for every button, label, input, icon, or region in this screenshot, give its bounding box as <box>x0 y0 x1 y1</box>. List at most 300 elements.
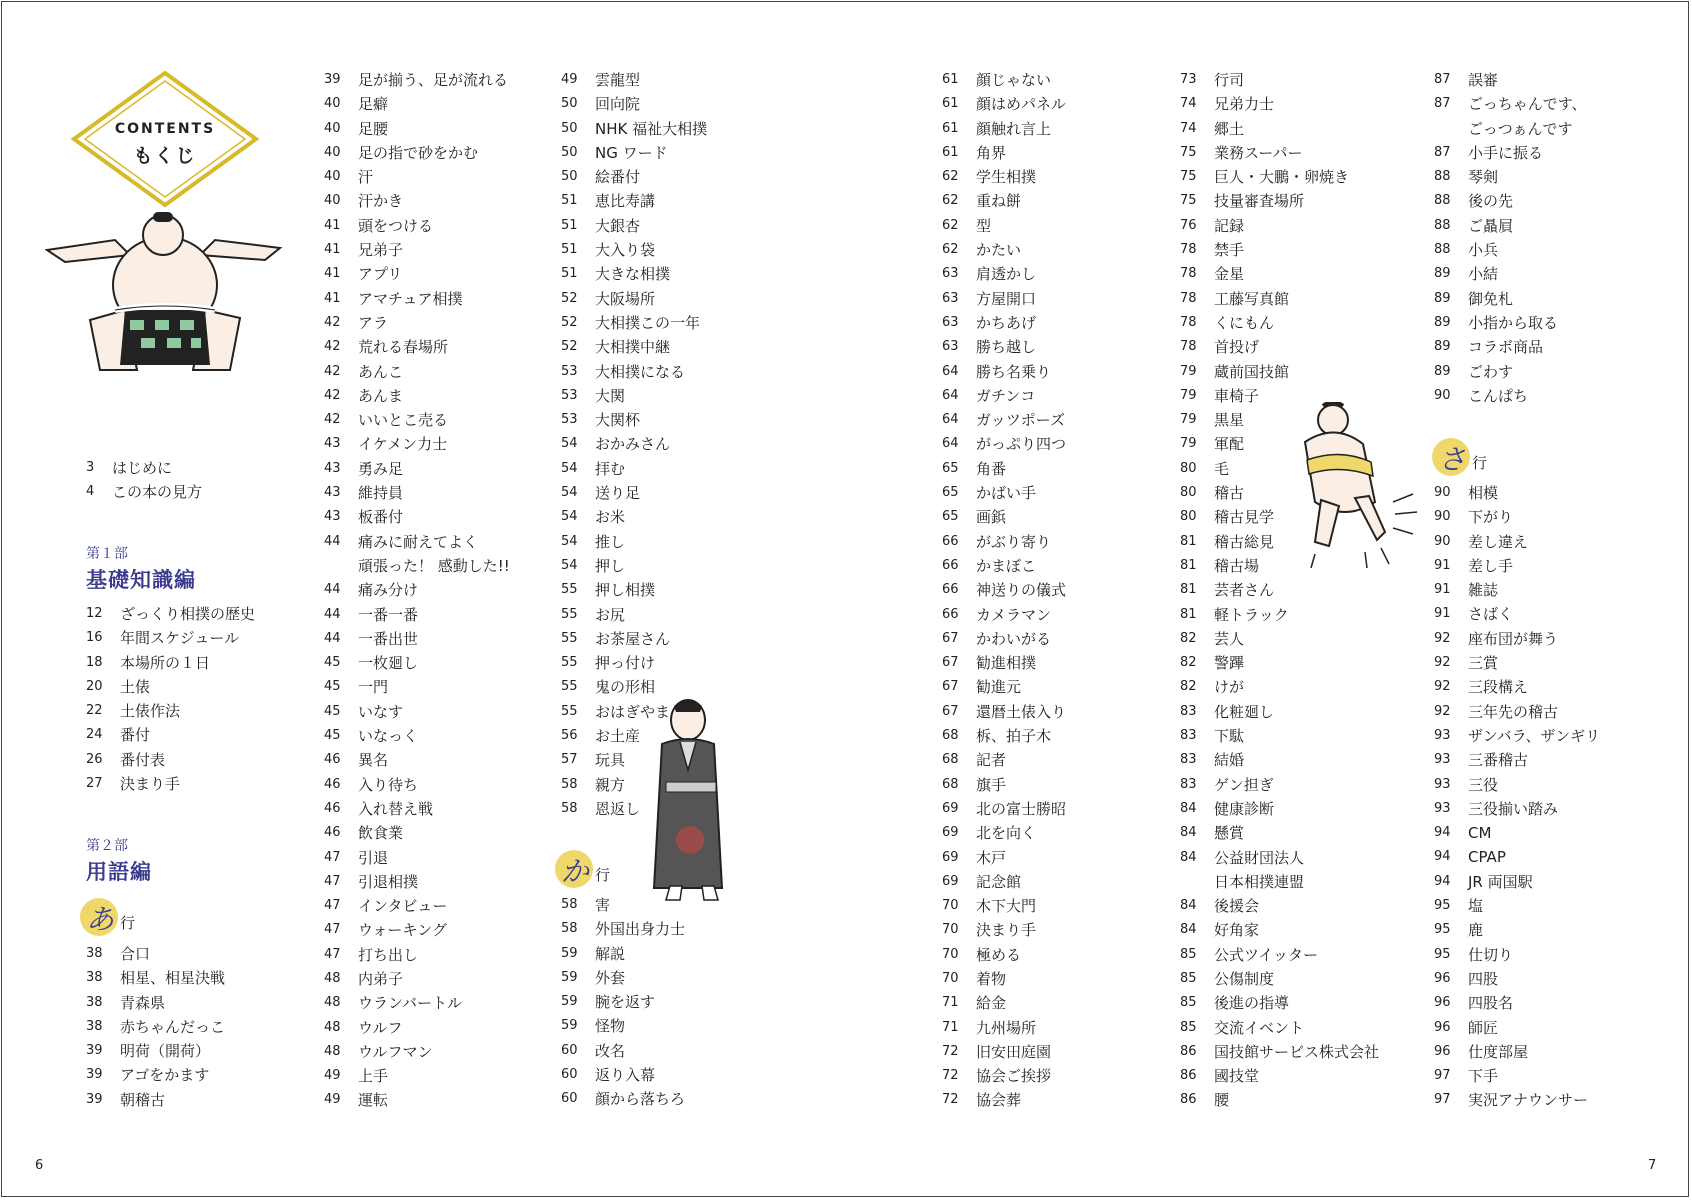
term: 画鋲 <box>976 508 1007 527</box>
toc-entry[interactable] <box>942 627 1066 651</box>
page-number: 95 <box>1434 922 1451 938</box>
toc-entry[interactable] <box>1180 1040 1379 1064</box>
term: 琴剣 <box>1468 168 1499 187</box>
toc-entry[interactable] <box>1180 311 1379 335</box>
toc-entry[interactable]: 20 土俵 <box>86 677 151 696</box>
toc-entry[interactable] <box>86 942 225 966</box>
toc-entry[interactable] <box>561 530 707 554</box>
toc-entry[interactable] <box>1434 141 1587 165</box>
term: 警蹕 <box>1214 654 1245 673</box>
toc-entry[interactable] <box>1180 117 1379 141</box>
term: 絵番付 <box>595 168 641 187</box>
page-number: 66 <box>942 533 959 549</box>
toc-entry[interactable] <box>1180 797 1379 821</box>
toc-entry[interactable] <box>1434 797 1600 821</box>
toc-entry[interactable] <box>324 360 510 384</box>
toc-entry[interactable] <box>561 1014 685 1038</box>
toc-entry[interactable] <box>324 603 510 627</box>
toc-entry[interactable] <box>1180 918 1379 942</box>
toc-entry[interactable] <box>1434 530 1600 554</box>
toc-entry[interactable] <box>1180 846 1379 895</box>
toc-entry[interactable] <box>561 384 707 408</box>
toc-entry[interactable] <box>1180 700 1379 724</box>
toc-entry[interactable] <box>1180 214 1379 238</box>
page-number: 47 <box>324 922 341 938</box>
term: あんま <box>358 386 404 405</box>
toc-entry[interactable] <box>324 214 510 238</box>
toc-entry[interactable] <box>1180 748 1379 772</box>
toc-entry[interactable] <box>324 748 510 772</box>
toc-entry[interactable] <box>1434 189 1587 213</box>
toc-entry[interactable] <box>561 603 707 627</box>
toc-entry[interactable] <box>1434 554 1600 578</box>
toc-entry[interactable] <box>561 578 707 602</box>
toc-entry[interactable] <box>942 360 1066 384</box>
toc-entry[interactable] <box>1434 627 1600 651</box>
toc-entry[interactable] <box>1434 821 1600 845</box>
toc-entry[interactable]: 24 番付 <box>86 726 151 745</box>
toc-entry[interactable] <box>561 311 707 335</box>
toc-entry[interactable] <box>1434 1064 1600 1088</box>
toc-column-a-gyo <box>86 942 225 1112</box>
toc-entry[interactable] <box>1180 578 1379 602</box>
toc-entry[interactable] <box>1434 481 1600 505</box>
toc-entry[interactable] <box>1180 627 1379 651</box>
toc-entry[interactable] <box>1434 1040 1600 1064</box>
term: 入り待ち <box>358 775 419 794</box>
toc-entry[interactable] <box>1434 602 1600 626</box>
term: 懸賞 <box>1214 824 1245 843</box>
page-number: 44 <box>324 582 341 598</box>
page-number: 45 <box>324 679 341 695</box>
page-number: 78 <box>1180 242 1197 258</box>
toc-entry[interactable] <box>561 554 707 578</box>
toc-entry[interactable] <box>324 408 510 432</box>
toc-entry[interactable]: 16 年間スケジュール <box>86 629 240 648</box>
toc-entry[interactable] <box>324 991 510 1015</box>
toc-entry[interactable] <box>1434 165 1587 189</box>
page-number: 91 <box>1434 557 1451 573</box>
page-number: 48 <box>324 970 341 986</box>
page-number: 58 <box>561 776 578 792</box>
page-number: 52 <box>561 314 578 330</box>
toc-entry[interactable] <box>324 68 510 92</box>
toc-entry[interactable] <box>1434 360 1587 384</box>
term: がぶり寄り <box>976 532 1052 551</box>
toc-entry[interactable] <box>1180 1016 1379 1040</box>
toc-entry[interactable] <box>1180 360 1379 384</box>
toc-entry[interactable] <box>1180 189 1379 213</box>
toc-entry[interactable] <box>1434 505 1600 529</box>
page-number: 68 <box>942 776 959 792</box>
toc-entry[interactable] <box>942 675 1066 699</box>
page-number: 41 <box>324 266 341 282</box>
toc-entry[interactable] <box>942 384 1066 408</box>
term: NG ワード <box>595 143 668 162</box>
kimono-figure-illustration <box>640 698 740 904</box>
toc-entry[interactable] <box>942 894 1066 918</box>
toc-entry[interactable] <box>324 967 510 991</box>
toc-entry[interactable] <box>942 92 1066 116</box>
page-number: 69 <box>942 873 959 889</box>
term: 下駄 <box>1214 727 1245 746</box>
part1-label: 第１部 <box>86 546 128 562</box>
toc-entry[interactable] <box>942 214 1066 238</box>
page-number: 79 <box>1180 387 1197 403</box>
toc-entry[interactable] <box>324 335 510 359</box>
toc-entry[interactable] <box>1434 773 1600 797</box>
page-number: 46 <box>324 776 341 792</box>
toc-entry[interactable] <box>1180 287 1379 311</box>
toc-entry[interactable] <box>1180 1088 1379 1112</box>
toc-entry[interactable] <box>561 481 707 505</box>
toc-entry[interactable] <box>561 68 707 92</box>
toc-entry[interactable] <box>324 651 510 675</box>
toc-entry[interactable] <box>1434 967 1600 991</box>
toc-entry[interactable] <box>324 627 510 651</box>
term: 型 <box>976 216 992 235</box>
term: 打ち出し <box>358 945 419 964</box>
toc-entry[interactable] <box>942 1088 1066 1112</box>
toc-entry[interactable]: 12 ざっくり相撲の歴史 <box>86 605 256 623</box>
page-number: 75 <box>1180 193 1197 209</box>
toc-entry[interactable] <box>1434 845 1600 869</box>
toc-entry[interactable] <box>942 165 1066 189</box>
page-number: 40 <box>324 120 341 136</box>
toc-entry[interactable] <box>324 117 510 141</box>
toc-entry[interactable] <box>324 384 510 408</box>
toc-entry[interactable] <box>324 773 510 797</box>
term: 維持員 <box>358 484 404 503</box>
page-number: 84 <box>1180 849 1197 865</box>
toc-entry[interactable] <box>1180 141 1379 165</box>
toc-entry[interactable] <box>1180 675 1379 699</box>
toc-entry[interactable] <box>1180 724 1379 748</box>
page-number: 72 <box>942 1092 959 1108</box>
page-number: 38 <box>86 1018 103 1034</box>
toc-entry[interactable] <box>324 894 510 918</box>
term: ゲン担ぎ <box>1214 775 1274 794</box>
toc-entry[interactable] <box>561 360 707 384</box>
toc-entry[interactable] <box>561 92 707 116</box>
page-number: 69 <box>942 849 959 865</box>
toc-entry[interactable] <box>561 675 707 699</box>
page-number: 56 <box>561 728 578 744</box>
toc-entry[interactable] <box>942 991 1066 1015</box>
toc-entry[interactable] <box>1434 68 1587 92</box>
page-number: 40 <box>324 193 341 209</box>
toc-entry[interactable] <box>1180 991 1379 1015</box>
page-number: 79 <box>1180 363 1197 379</box>
term: 業務スーパー <box>1214 143 1303 162</box>
page-number: 57 <box>561 752 578 768</box>
toc-entry[interactable] <box>324 797 510 821</box>
toc-entry[interactable] <box>324 1016 510 1040</box>
toc-entry[interactable] <box>942 68 1066 92</box>
toc-entry[interactable] <box>1434 384 1587 408</box>
page-number: 64 <box>942 436 959 452</box>
toc-entry[interactable]: 4 この本の見方 <box>86 483 203 502</box>
term: JR 両国駅 <box>1468 872 1533 891</box>
toc-entry[interactable] <box>942 870 1066 894</box>
toc-entry[interactable]: 3 はじめに <box>86 459 173 477</box>
page-number: 54 <box>561 460 578 476</box>
toc-entry[interactable] <box>1180 943 1379 967</box>
toc-entry[interactable] <box>942 651 1066 675</box>
term: 木戸 <box>976 848 1007 867</box>
toc-entry[interactable] <box>324 1064 510 1088</box>
toc-entry[interactable] <box>1180 821 1379 845</box>
term: 後援会 <box>1214 897 1260 916</box>
toc-entry[interactable] <box>942 554 1066 578</box>
toc-entry[interactable] <box>1434 748 1600 772</box>
toc-entry[interactable] <box>324 675 510 699</box>
toc-entry[interactable] <box>1180 92 1379 116</box>
term: 蔵前国技館 <box>1214 362 1290 381</box>
toc-entry[interactable] <box>324 287 510 311</box>
toc-entry[interactable] <box>942 967 1066 991</box>
toc-entry[interactable] <box>561 432 707 456</box>
toc-entry[interactable] <box>324 238 510 262</box>
term: 外套 <box>595 968 626 987</box>
toc-entry[interactable] <box>942 311 1066 335</box>
toc-entry[interactable] <box>561 990 685 1014</box>
toc-entry[interactable]: 27 決まり手 <box>86 775 181 794</box>
toc-entry[interactable] <box>1180 262 1379 286</box>
term: お土産 <box>595 727 641 746</box>
term: 大相撲この一年 <box>595 313 701 332</box>
toc-entry[interactable] <box>1434 287 1587 311</box>
toc-entry[interactable] <box>324 92 510 116</box>
page-number: 64 <box>942 363 959 379</box>
toc-entry[interactable] <box>942 846 1066 870</box>
toc-entry[interactable] <box>1434 1016 1600 1040</box>
toc-entry[interactable] <box>561 1063 685 1087</box>
toc-entry[interactable] <box>1434 991 1600 1015</box>
toc-entry[interactable] <box>1180 773 1379 797</box>
toc-entry[interactable] <box>324 457 510 481</box>
term: 汗 <box>358 168 374 187</box>
toc-entry[interactable] <box>1180 1064 1379 1088</box>
toc-entry[interactable] <box>561 214 707 238</box>
toc-entry[interactable] <box>324 821 510 845</box>
toc-entry[interactable] <box>942 117 1066 141</box>
toc-entry[interactable] <box>1434 651 1600 675</box>
term: 回向院 <box>595 95 641 114</box>
page-number: 55 <box>561 582 578 598</box>
term: アプリ <box>358 265 403 284</box>
toc-entry[interactable] <box>1434 578 1600 602</box>
toc-entry[interactable] <box>942 1040 1066 1064</box>
toc-entry[interactable] <box>942 457 1066 481</box>
toc-entry[interactable] <box>324 724 510 748</box>
toc-entry[interactable] <box>86 1088 225 1112</box>
toc-entry[interactable] <box>1180 165 1379 189</box>
toc-entry[interactable] <box>324 505 510 529</box>
toc-entry[interactable] <box>1434 311 1587 335</box>
toc-entry[interactable] <box>561 942 685 966</box>
toc-entry[interactable] <box>1434 238 1587 262</box>
toc-entry[interactable] <box>942 1064 1066 1088</box>
toc-entry[interactable] <box>561 917 685 941</box>
term: 大相撲中継 <box>595 338 671 357</box>
page-number-right: 7 <box>1648 1158 1657 1173</box>
toc-entry[interactable] <box>942 603 1066 627</box>
term: 押っ付け <box>595 654 656 673</box>
toc-entry[interactable] <box>942 408 1066 432</box>
toc-entry[interactable] <box>942 287 1066 311</box>
toc-entry[interactable] <box>942 578 1066 602</box>
toc-entry[interactable] <box>942 432 1066 456</box>
page-number: 93 <box>1434 727 1451 743</box>
toc-entry[interactable] <box>942 797 1066 821</box>
toc-entry[interactable] <box>561 1039 685 1063</box>
toc-entry[interactable] <box>1180 894 1379 918</box>
page-number: 50 <box>561 96 578 112</box>
toc-entry[interactable] <box>942 141 1066 165</box>
toc-entry[interactable] <box>942 335 1066 359</box>
page-number: 53 <box>561 363 578 379</box>
toc-entry[interactable]: 26 番付表 <box>86 750 166 769</box>
toc-entry[interactable] <box>561 287 707 311</box>
toc-entry[interactable] <box>86 966 225 990</box>
toc-entry[interactable] <box>324 918 510 942</box>
page-number: 66 <box>942 606 959 622</box>
toc-entry[interactable] <box>942 724 1066 748</box>
leaning-wrestler-illustration <box>1285 402 1420 572</box>
toc-entry[interactable] <box>561 335 707 359</box>
toc-entry[interactable] <box>1180 238 1379 262</box>
toc-entry[interactable]: 22 土俵作法 <box>86 702 181 721</box>
toc-entry[interactable] <box>1180 603 1379 627</box>
toc-entry[interactable] <box>1180 967 1379 991</box>
page-number: 85 <box>1180 946 1197 962</box>
toc-entry[interactable] <box>1434 1088 1600 1112</box>
toc-entry[interactable] <box>1434 700 1600 724</box>
toc-entry[interactable] <box>561 262 707 286</box>
toc-entry[interactable] <box>324 530 510 579</box>
toc-entry[interactable] <box>942 530 1066 554</box>
term: アマチュア相撲 <box>358 289 463 308</box>
toc-entry[interactable] <box>324 165 510 189</box>
toc-entry[interactable] <box>324 943 510 967</box>
toc-entry[interactable] <box>86 991 225 1015</box>
toc-entry[interactable] <box>324 432 510 456</box>
toc-entry[interactable] <box>1434 870 1600 894</box>
page-number: 94 <box>1434 849 1451 865</box>
toc-entry[interactable] <box>561 1087 685 1111</box>
toc-entry[interactable] <box>1434 943 1600 967</box>
toc-entry[interactable] <box>561 238 707 262</box>
toc-entry[interactable] <box>1434 918 1600 942</box>
toc-entry[interactable] <box>942 918 1066 942</box>
toc-entry[interactable] <box>561 189 707 213</box>
toc-entry[interactable] <box>1434 262 1587 286</box>
toc-entry[interactable] <box>1434 894 1600 918</box>
toc-entry[interactable] <box>561 141 707 165</box>
toc-entry[interactable] <box>942 505 1066 529</box>
page-number: 81 <box>1180 606 1197 622</box>
toc-entry[interactable]: 18 本場所の１日 <box>86 653 211 672</box>
toc-entry[interactable] <box>942 262 1066 286</box>
toc-entry[interactable] <box>942 748 1066 772</box>
toc-entry[interactable] <box>561 505 707 529</box>
toc-entry[interactable] <box>942 821 1066 845</box>
part1-list <box>86 602 255 796</box>
toc-entry[interactable] <box>942 943 1066 967</box>
term: けが <box>1214 678 1245 697</box>
toc-entry[interactable] <box>561 627 707 651</box>
term: 芸者さん <box>1214 581 1275 600</box>
term: インタビュー <box>358 897 448 916</box>
toc-entry[interactable] <box>1434 92 1587 141</box>
page-number: 50 <box>561 144 578 160</box>
page-number: 81 <box>1180 582 1197 598</box>
term: 稽古見学 <box>1214 508 1275 527</box>
page-number: 91 <box>1434 606 1451 622</box>
toc-entry[interactable] <box>324 578 510 602</box>
toc-entry[interactable] <box>86 1063 225 1087</box>
toc-entry[interactable] <box>1180 68 1379 92</box>
toc-entry[interactable] <box>561 893 685 917</box>
toc-entry[interactable] <box>1180 335 1379 359</box>
page-number: 51 <box>561 266 578 282</box>
toc-entry[interactable] <box>324 262 510 286</box>
page-number: 93 <box>1434 752 1451 768</box>
toc-entry[interactable] <box>942 481 1066 505</box>
toc-entry[interactable] <box>324 189 510 213</box>
toc-entry[interactable] <box>324 1088 510 1112</box>
toc-entry[interactable] <box>324 481 510 505</box>
toc-entry[interactable] <box>942 238 1066 262</box>
toc-entry[interactable] <box>86 1039 225 1063</box>
toc-entry[interactable] <box>1434 724 1600 748</box>
term: 交流イベント <box>1214 1018 1305 1037</box>
toc-entry[interactable] <box>1180 651 1379 675</box>
toc-entry[interactable] <box>942 700 1066 724</box>
toc-entry[interactable] <box>561 457 707 481</box>
toc-entry[interactable] <box>942 773 1066 797</box>
toc-entry[interactable] <box>1434 675 1600 699</box>
toc-entry[interactable] <box>324 141 510 165</box>
page-number: 88 <box>1434 242 1451 258</box>
toc-entry[interactable] <box>561 165 707 189</box>
toc-entry[interactable] <box>324 870 510 894</box>
page-number: 45 <box>324 655 341 671</box>
toc-entry[interactable] <box>561 966 685 990</box>
term: 北の富士勝昭 <box>976 799 1067 818</box>
term: お米 <box>595 508 626 527</box>
toc-entry[interactable] <box>561 117 707 141</box>
toc-entry[interactable] <box>324 1040 510 1064</box>
toc-entry[interactable] <box>324 311 510 335</box>
term: 足腰 <box>358 119 389 138</box>
toc-entry[interactable] <box>1434 214 1587 238</box>
page-number: 63 <box>942 314 959 330</box>
toc-entry[interactable] <box>942 189 1066 213</box>
toc-entry[interactable] <box>86 1015 225 1039</box>
term: 一番一番 <box>358 605 419 624</box>
term: 怪物 <box>595 1017 626 1036</box>
toc-entry[interactable] <box>324 700 510 724</box>
toc-entry[interactable] <box>1434 335 1587 359</box>
toc-entry[interactable] <box>561 408 707 432</box>
page-number: 43 <box>324 509 341 525</box>
toc-entry[interactable] <box>324 846 510 870</box>
page-number: 59 <box>561 945 578 961</box>
toc-entry[interactable] <box>561 651 707 675</box>
toc-entry[interactable] <box>942 1016 1066 1040</box>
